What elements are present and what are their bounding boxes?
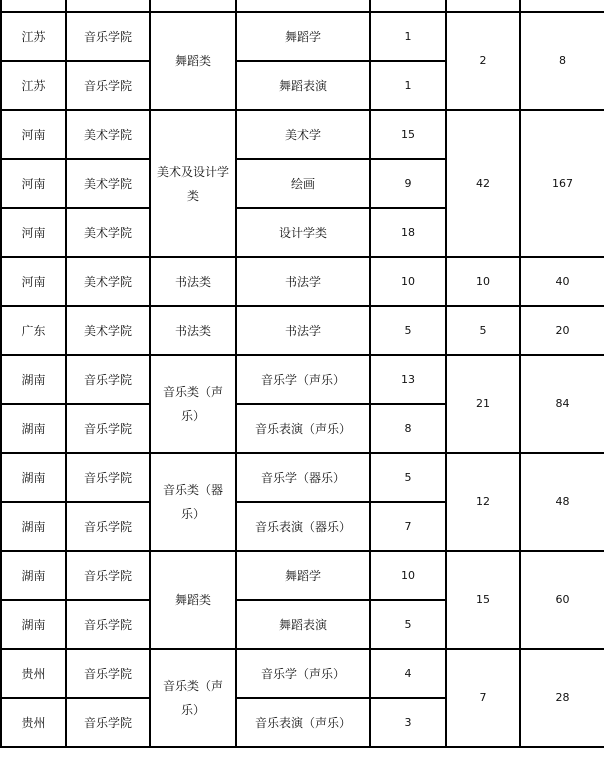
province-cell: 湖南 — [2, 552, 67, 601]
table-row — [2, 307, 604, 356]
college-cell: 音乐学院 — [67, 405, 151, 454]
major-cell: 音乐表演（声乐） — [237, 405, 371, 454]
count-cell: 7 — [371, 503, 447, 552]
category-cell: 音乐类（声乐） — [151, 650, 237, 748]
table-row — [2, 650, 604, 699]
college-cell: 音乐学院 — [67, 454, 151, 503]
province-cell: 贵州 — [2, 699, 67, 748]
count-cell — [371, 0, 447, 13]
college-cell: 音乐学院 — [67, 356, 151, 405]
group-total2-cell — [521, 0, 604, 13]
category-cell: 书法类 — [151, 258, 237, 307]
group-total-cell: 15 — [447, 552, 521, 650]
major-cell: 绘画 — [237, 160, 371, 209]
count-cell: 1 — [371, 13, 447, 62]
group-total2-cell: 84 — [521, 356, 604, 454]
table-row — [2, 258, 604, 307]
category-cell: 美术及设计学类 — [151, 111, 237, 258]
college-cell: 音乐学院 — [67, 503, 151, 552]
major-cell: 音乐学（声乐） — [237, 356, 371, 405]
count-cell: 5 — [371, 601, 447, 650]
count-cell: 5 — [371, 454, 447, 503]
major-cell: 美术学 — [237, 111, 371, 160]
count-cell: 18 — [371, 209, 447, 258]
category-cell: 舞蹈类 — [151, 552, 237, 650]
province-cell: 湖南 — [2, 503, 67, 552]
major-cell: 音乐学（器乐） — [237, 454, 371, 503]
major-cell: 音乐表演（声乐） — [237, 699, 371, 748]
group-total-cell: 2 — [447, 13, 521, 111]
table-row — [2, 0, 604, 13]
province-cell: 湖南 — [2, 454, 67, 503]
major-cell: 书法学 — [237, 258, 371, 307]
group-total2-cell: 28 — [521, 650, 604, 748]
college-cell — [67, 0, 151, 13]
college-cell: 音乐学院 — [67, 650, 151, 699]
count-cell: 3 — [371, 699, 447, 748]
college-cell: 音乐学院 — [67, 62, 151, 111]
category-cell — [151, 0, 237, 13]
group-total-cell: 10 — [447, 258, 521, 307]
group-total2-cell: 20 — [521, 307, 604, 356]
province-cell — [2, 0, 67, 13]
province-cell: 河南 — [2, 258, 67, 307]
major-cell: 书法学 — [237, 307, 371, 356]
group-total2-cell: 40 — [521, 258, 604, 307]
count-cell: 10 — [371, 552, 447, 601]
group-total-cell: 21 — [447, 356, 521, 454]
group-total2-cell: 60 — [521, 552, 604, 650]
province-cell: 湖南 — [2, 356, 67, 405]
group-total2-cell: 8 — [521, 13, 604, 111]
province-cell: 湖南 — [2, 601, 67, 650]
table-row — [2, 356, 604, 405]
group-total-cell: 7 — [447, 650, 521, 748]
group-total-cell: 12 — [447, 454, 521, 552]
table-row — [2, 111, 604, 160]
college-cell: 音乐学院 — [67, 13, 151, 62]
major-cell — [237, 0, 371, 13]
table-row — [2, 552, 604, 601]
college-cell: 美术学院 — [67, 307, 151, 356]
major-cell: 舞蹈表演 — [237, 62, 371, 111]
group-total2-cell: 167 — [521, 111, 604, 258]
college-cell: 美术学院 — [67, 111, 151, 160]
province-cell: 河南 — [2, 160, 67, 209]
table-row — [2, 454, 604, 503]
college-cell: 美术学院 — [67, 258, 151, 307]
group-total-cell: 5 — [447, 307, 521, 356]
category-cell: 音乐类（器乐） — [151, 454, 237, 552]
college-cell: 美术学院 — [67, 160, 151, 209]
category-cell: 音乐类（声乐） — [151, 356, 237, 454]
college-cell: 音乐学院 — [67, 699, 151, 748]
count-cell: 10 — [371, 258, 447, 307]
major-cell: 舞蹈学 — [237, 552, 371, 601]
category-cell: 舞蹈类 — [151, 13, 237, 111]
group-total-cell — [447, 0, 521, 13]
province-cell: 河南 — [2, 209, 67, 258]
college-cell: 音乐学院 — [67, 552, 151, 601]
count-cell: 13 — [371, 356, 447, 405]
count-cell: 9 — [371, 160, 447, 209]
major-cell: 设计学类 — [237, 209, 371, 258]
major-cell: 音乐学（声乐） — [237, 650, 371, 699]
province-cell: 贵州 — [2, 650, 67, 699]
count-cell: 5 — [371, 307, 447, 356]
count-cell: 8 — [371, 405, 447, 454]
major-cell: 音乐表演（器乐） — [237, 503, 371, 552]
category-cell: 书法类 — [151, 307, 237, 356]
group-total-cell: 42 — [447, 111, 521, 258]
college-cell: 音乐学院 — [67, 601, 151, 650]
province-cell: 江苏 — [2, 62, 67, 111]
count-cell: 1 — [371, 62, 447, 111]
province-cell: 江苏 — [2, 13, 67, 62]
table-row — [2, 13, 604, 62]
college-cell: 美术学院 — [67, 209, 151, 258]
count-cell: 15 — [371, 111, 447, 160]
count-cell: 4 — [371, 650, 447, 699]
province-cell: 广东 — [2, 307, 67, 356]
major-cell: 舞蹈表演 — [237, 601, 371, 650]
group-total2-cell: 48 — [521, 454, 604, 552]
province-cell: 河南 — [2, 111, 67, 160]
major-cell: 舞蹈学 — [237, 13, 371, 62]
province-cell: 湖南 — [2, 405, 67, 454]
